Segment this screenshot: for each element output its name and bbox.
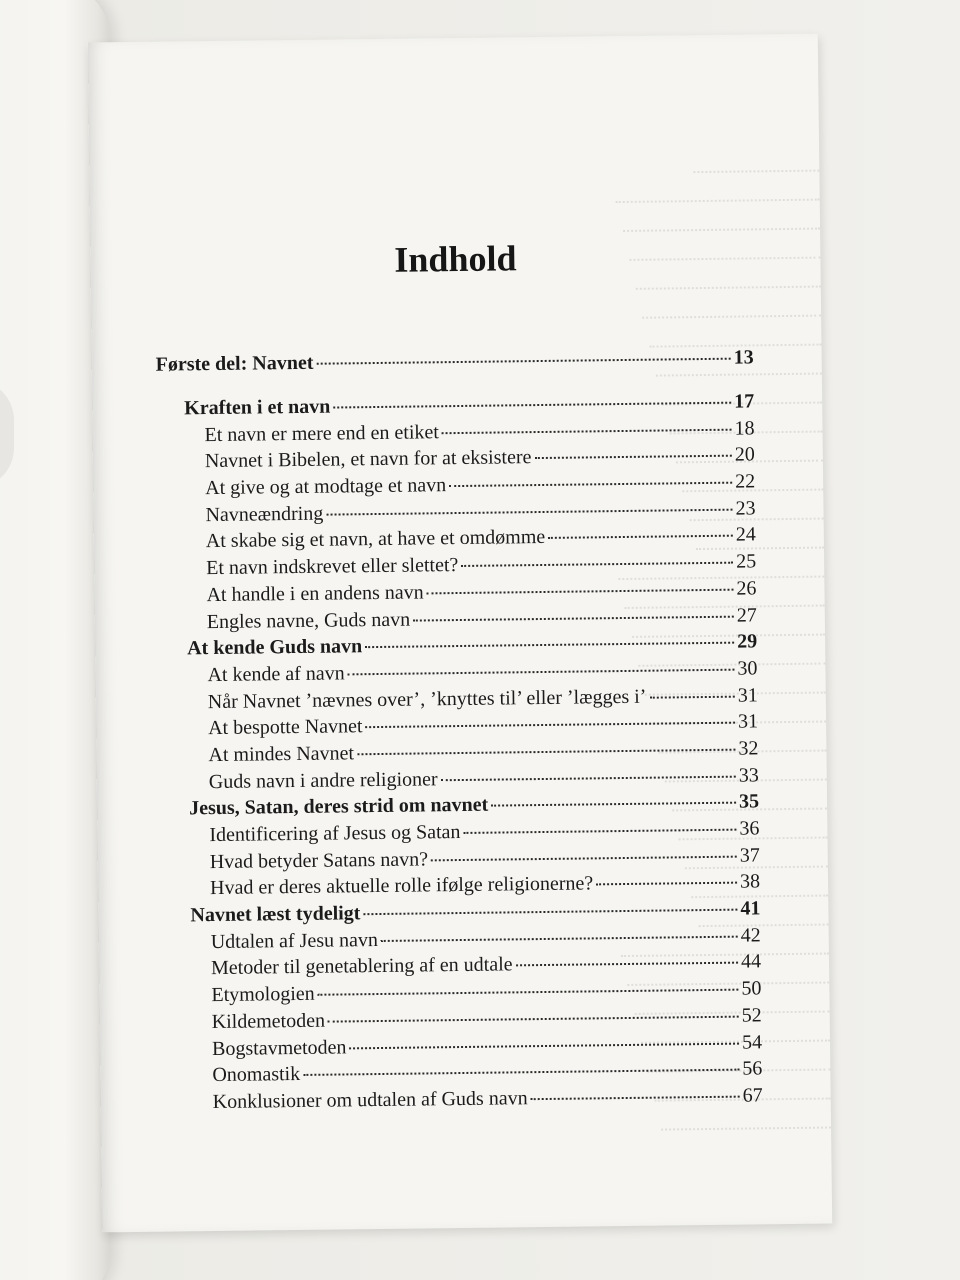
toc-entry-page: 20 bbox=[734, 443, 755, 467]
toc-entry-title: Kildemetoden bbox=[211, 1009, 326, 1033]
toc-leader-dots bbox=[349, 1042, 739, 1049]
show-through-line bbox=[649, 318, 822, 348]
book-page bbox=[88, 34, 832, 1233]
toc-entry-page: 24 bbox=[735, 523, 756, 547]
toc-leader-dots bbox=[491, 802, 736, 807]
show-through-line bbox=[642, 289, 821, 319]
toc-leader-dots bbox=[463, 829, 736, 834]
left-page-mark bbox=[0, 380, 14, 488]
toc-entry-title: Hvad er deres aktuelle rolle ifølge religionerne? bbox=[209, 872, 594, 900]
toc-entry-title: Jesus, Satan, deres strid om navnet bbox=[188, 793, 489, 820]
toc-entry-title: Første del: Navnet bbox=[155, 351, 314, 376]
toc-leader-dots bbox=[357, 749, 735, 756]
page-title: Indhold bbox=[394, 238, 517, 280]
toc-entry-title: Navnet læst tydeligt bbox=[190, 902, 361, 927]
toc-entry-page: 32 bbox=[738, 737, 759, 760]
toc-leader-dots bbox=[316, 358, 730, 365]
toc-leader-dots bbox=[366, 722, 736, 729]
toc-entry-title: At kende af navn bbox=[207, 662, 345, 686]
toc-leader-dots bbox=[326, 508, 732, 515]
toc-entry-page: 41 bbox=[740, 897, 761, 920]
toc-entry-title: Identificering af Jesus og Satan bbox=[209, 821, 461, 847]
toc-entry-page: 35 bbox=[738, 790, 760, 813]
toc-leader-dots bbox=[318, 989, 739, 996]
toc-entry-page: 44 bbox=[740, 950, 762, 974]
toc-leader-dots bbox=[596, 882, 737, 886]
toc-leader-dots bbox=[516, 962, 738, 967]
toc-leader-dots bbox=[441, 775, 736, 781]
show-through-line bbox=[616, 173, 820, 203]
toc-leader-dots bbox=[427, 588, 734, 594]
toc-leader-dots bbox=[365, 642, 734, 649]
toc-entry-page: 33 bbox=[738, 763, 759, 787]
toc-entry-title: Guds navn i andre religioner bbox=[208, 767, 438, 793]
toc-entry-title: At mindes Navnet bbox=[208, 742, 355, 767]
toc-entry-title: At kende Guds navn bbox=[187, 635, 363, 660]
show-through-line bbox=[693, 144, 819, 174]
toc-entry-title: Hvad betyder Satans navn? bbox=[209, 848, 429, 873]
toc-leader-dots bbox=[431, 855, 737, 861]
toc-entry-page: 31 bbox=[737, 683, 758, 707]
toc-entry-page: 22 bbox=[735, 470, 756, 493]
toc-entry-page: 50 bbox=[741, 977, 762, 1000]
toc-entry-title: Konklusioner om udtalen af Guds navn bbox=[212, 1087, 528, 1113]
toc-entry-title: Onomastik bbox=[212, 1063, 301, 1087]
toc-leader-dots bbox=[328, 1015, 739, 1022]
toc-entry-page: 38 bbox=[739, 870, 761, 893]
toc-leader-dots bbox=[348, 669, 735, 676]
toc-entry-page: 56 bbox=[742, 1057, 763, 1080]
toc-entry-title: Kraften i et navn bbox=[184, 395, 331, 420]
toc-entry-page: 17 bbox=[734, 390, 755, 413]
toc-entry-page: 36 bbox=[739, 817, 760, 840]
toc-leader-dots bbox=[531, 1095, 740, 1100]
toc-leader-dots bbox=[449, 482, 732, 487]
toc-entry-title: Metoder til genetablering af en udtale bbox=[210, 953, 513, 980]
toc-entry-page: 54 bbox=[741, 1030, 763, 1054]
toc-entry-title: Navneændring bbox=[205, 502, 324, 526]
toc-leader-dots bbox=[534, 455, 731, 459]
toc-leader-dots bbox=[649, 695, 734, 698]
toc-leader-dots bbox=[363, 909, 737, 916]
toc-leader-dots bbox=[461, 562, 733, 567]
toc-entry-title: At give og at modtage et navn bbox=[205, 474, 447, 500]
toc-entry-page: 27 bbox=[736, 603, 757, 627]
table-of-contents bbox=[156, 346, 763, 1118]
toc-entry-page: 23 bbox=[735, 497, 756, 520]
toc-entry-page: 18 bbox=[734, 417, 755, 440]
toc-leader-dots bbox=[548, 535, 733, 539]
toc-entry-title: At skabe sig et navn, at have et omdømme bbox=[205, 526, 546, 553]
toc-entry-page: 67 bbox=[742, 1084, 763, 1107]
toc-entry-page: 42 bbox=[740, 924, 761, 947]
toc-entry-title: Navnet i Bibelen, et navn for at eksistere bbox=[204, 446, 532, 473]
toc-leader-dots bbox=[413, 615, 734, 621]
toc-entry-page: 25 bbox=[736, 550, 757, 573]
toc-leader-dots bbox=[303, 1069, 739, 1076]
toc-leader-dots bbox=[442, 428, 732, 434]
toc-leader-dots bbox=[381, 935, 738, 941]
toc-entry-page: 31 bbox=[737, 710, 759, 733]
toc-entry-page: 13 bbox=[733, 346, 754, 369]
toc-entry-title: Udtalen af Jesu navn bbox=[210, 928, 379, 953]
show-through-line bbox=[622, 202, 820, 232]
toc-entry-page: 26 bbox=[736, 577, 757, 600]
toc-leader-dots bbox=[333, 402, 731, 409]
toc-entry-page: 29 bbox=[736, 630, 758, 653]
toc-entry-page: 37 bbox=[739, 844, 760, 867]
toc-entry-title: Engles navne, Guds navn bbox=[206, 608, 411, 633]
toc-entry-title: Etymologien bbox=[211, 982, 315, 1007]
toc-entry-part bbox=[156, 346, 754, 395]
toc-entry-title: Et navn er mere end en etiket bbox=[204, 420, 440, 446]
toc-entry-page: 30 bbox=[737, 657, 758, 680]
toc-entry-title: At bespotte Navnet bbox=[208, 715, 363, 740]
toc-entry-title: Et navn indskrevet eller slettet? bbox=[206, 554, 459, 580]
toc-entry-page: 52 bbox=[741, 1004, 762, 1027]
toc-entry-title: Når Navnet ’nævnes over’, ’knyttes til’ eller ’lægges i’ bbox=[207, 685, 647, 713]
toc-entry-title: Bogstavmetoden bbox=[211, 1035, 347, 1060]
toc-entry-title: At handle i en andens navn bbox=[206, 581, 424, 606]
